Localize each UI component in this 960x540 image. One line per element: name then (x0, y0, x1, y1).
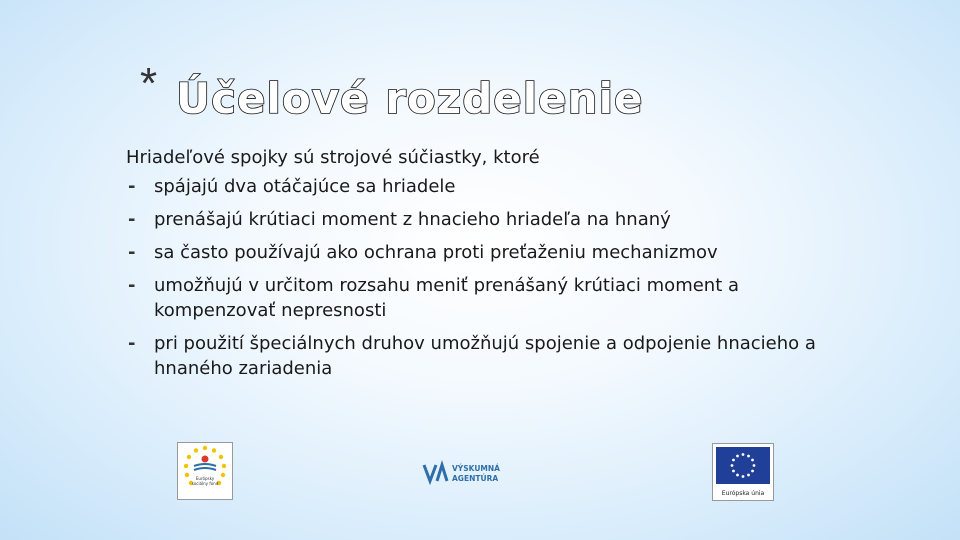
eu-star-icon (732, 459, 735, 462)
eu-star-icon (747, 455, 750, 458)
esf-logo-line2: sociálny fond (191, 481, 219, 486)
asterisk-icon: * (140, 59, 158, 108)
list-item (126, 207, 826, 232)
agentura-line1: VÝSKUMNÁ (452, 464, 500, 473)
bullet-marker: - (128, 333, 136, 354)
vyskumna-agentura-graphic (422, 460, 512, 486)
eu-star-icon (753, 464, 756, 467)
eu-star-icon (742, 453, 745, 456)
intro-text: Hriadeľové spojky sú strojové súčiastky, ktoré (126, 147, 540, 168)
eu-star-icon (751, 459, 754, 462)
esf-logo (177, 442, 233, 500)
eu-caption: Európska únia (721, 490, 765, 497)
vyskumna-agentura-logo (422, 460, 512, 486)
eu-star-icon (751, 470, 754, 473)
bullet-marker: - (128, 176, 136, 197)
eu-star-icon (742, 475, 745, 478)
list-item (126, 331, 826, 381)
eu-star-icon (732, 470, 735, 473)
slide-body (126, 144, 826, 389)
bullet-marker: - (128, 242, 136, 263)
bullet-text: spájajú dva otáčajúce sa hriadele (154, 176, 456, 197)
agentura-line2: AGENTÚRA (452, 474, 499, 483)
bullet-text: prenášajú krútiaci moment z hnacieho hriadeľa na hnaný (154, 209, 671, 230)
bullet-marker: - (128, 275, 136, 296)
slide-title: Účelové rozdelenie (176, 74, 644, 123)
list-item (126, 240, 826, 265)
eu-star-icon (736, 474, 739, 477)
bullet-text: pri použití špeciálnych druhov umožňujú spojenie a odpojenie hnacieho a hnaného zariadenia (154, 333, 816, 379)
eu-logo (712, 443, 774, 501)
list-item (126, 174, 826, 199)
bullet-marker: - (128, 209, 136, 230)
esf-logo-graphic (177, 442, 233, 500)
bullet-text: umožňujú v určitom rozsahu meniť prenášaný krútiaci moment a kompenzovať nepresnosti (154, 275, 740, 321)
eu-star-icon (736, 455, 739, 458)
eu-star-icon (747, 474, 750, 477)
eu-star-icon (731, 464, 734, 467)
bullet-text: sa často používajú ako ochrana proti preťaženiu mechanizmov (154, 242, 718, 263)
eu-flag-icon (712, 443, 774, 501)
esf-logo-line1: Európsky (195, 476, 215, 481)
list-item (126, 273, 826, 323)
bullet-list (126, 174, 826, 381)
